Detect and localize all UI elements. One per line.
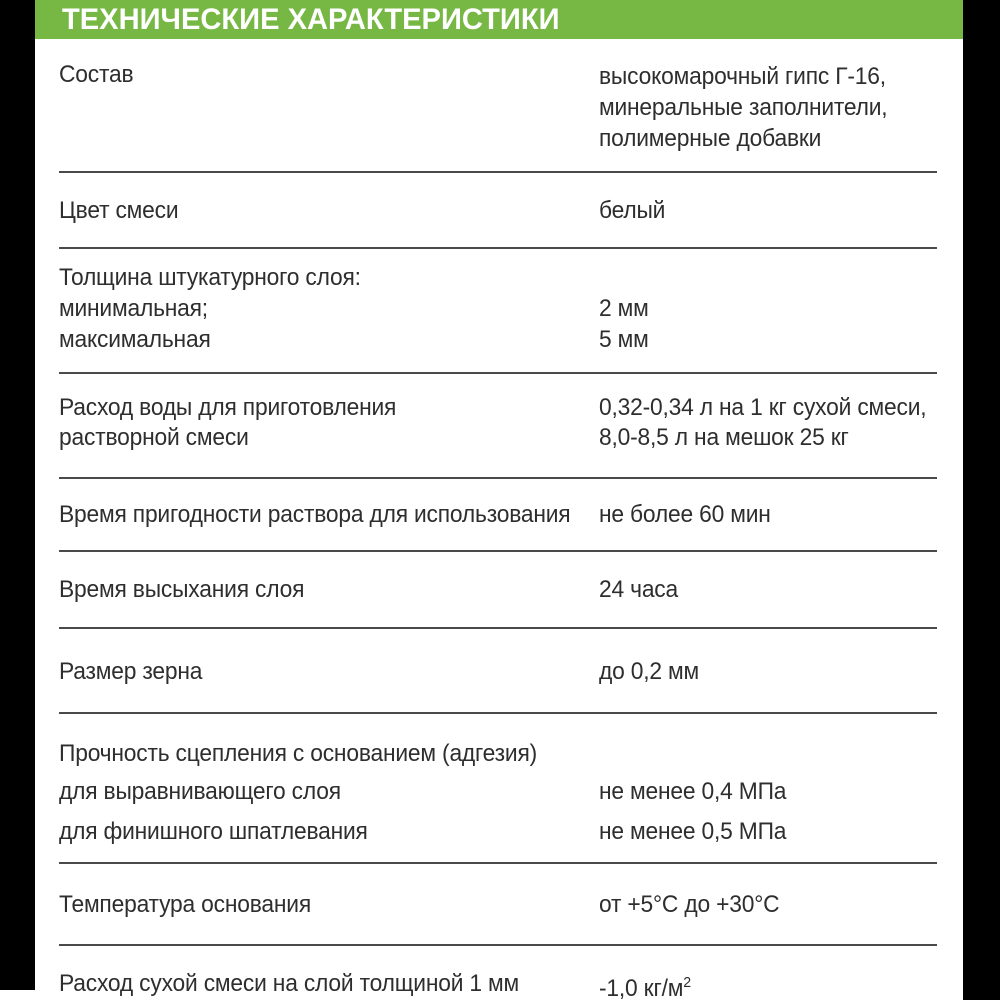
superscript: 2 xyxy=(683,975,691,991)
spec-table xyxy=(35,0,963,1000)
table-row-sostav xyxy=(59,39,937,173)
row-label: для выравнивающего слоя xyxy=(59,778,341,805)
row-label: Состав xyxy=(59,61,134,88)
row-label: Расход сухой смеси на слой толщиной 1 мм xyxy=(59,970,520,997)
row-value: до 0,2 мм xyxy=(599,658,700,685)
table-row-grain-size xyxy=(59,629,937,714)
row-value: не менее 0,4 МПа xyxy=(599,778,787,805)
table-row-consumption xyxy=(59,946,937,1000)
row-heading: Прочность сцепления с основанием (адгезия) xyxy=(59,740,538,767)
table-row-drying-time xyxy=(59,552,937,629)
row-heading: Толщина штукатурного слоя: xyxy=(59,264,361,291)
row-value: 24 часа xyxy=(599,576,679,603)
section-title: ТЕХНИЧЕСКИЕ ХАРАКТЕРИСТИКИ xyxy=(62,2,560,36)
row-value: белый xyxy=(599,197,666,224)
table-row-pot-life xyxy=(59,479,937,552)
row-label: Температура основания xyxy=(59,891,312,918)
table-row-adhesion xyxy=(59,714,937,864)
row-value: 2 мм xyxy=(599,295,649,322)
section-header-bar xyxy=(35,0,963,39)
row-value: высокомарочный гипс Г-16, минеральные заполнители, полимерные добавки xyxy=(599,63,888,152)
row-label: Размер зерна xyxy=(59,658,203,685)
row-label: для финишного шпатлевания xyxy=(59,818,368,845)
row-label: максимальная xyxy=(59,326,211,353)
table-row-base-temperature xyxy=(59,864,937,946)
left-black-bar xyxy=(0,0,35,990)
row-value: -1,0 $кг/м^2$ xyxy=(599,975,691,1002)
table-row-water xyxy=(59,374,937,479)
row-value: от +5°С до +30°С xyxy=(599,891,780,918)
row-value: 0,32-0,34 л на 1 кг сухой смеси, 8,0-8,5 л на мешок 25 кг xyxy=(599,394,927,451)
table-row-thickness xyxy=(59,249,937,374)
row-label: Время высыхания слоя xyxy=(59,576,305,603)
row-label: Расход воды для приготовления растворной смеси xyxy=(59,394,397,451)
row-value: не более 60 мин xyxy=(599,501,771,528)
row-label: минимальная; xyxy=(59,295,208,322)
table-row-color xyxy=(59,173,937,249)
row-value: не менее 0,5 МПа xyxy=(599,818,787,845)
row-value: 5 мм xyxy=(599,326,649,353)
right-black-bar xyxy=(963,0,1000,1000)
row-label: Цвет смеси xyxy=(59,197,179,224)
row-label: Время пригодности раствора для использования xyxy=(59,501,571,528)
